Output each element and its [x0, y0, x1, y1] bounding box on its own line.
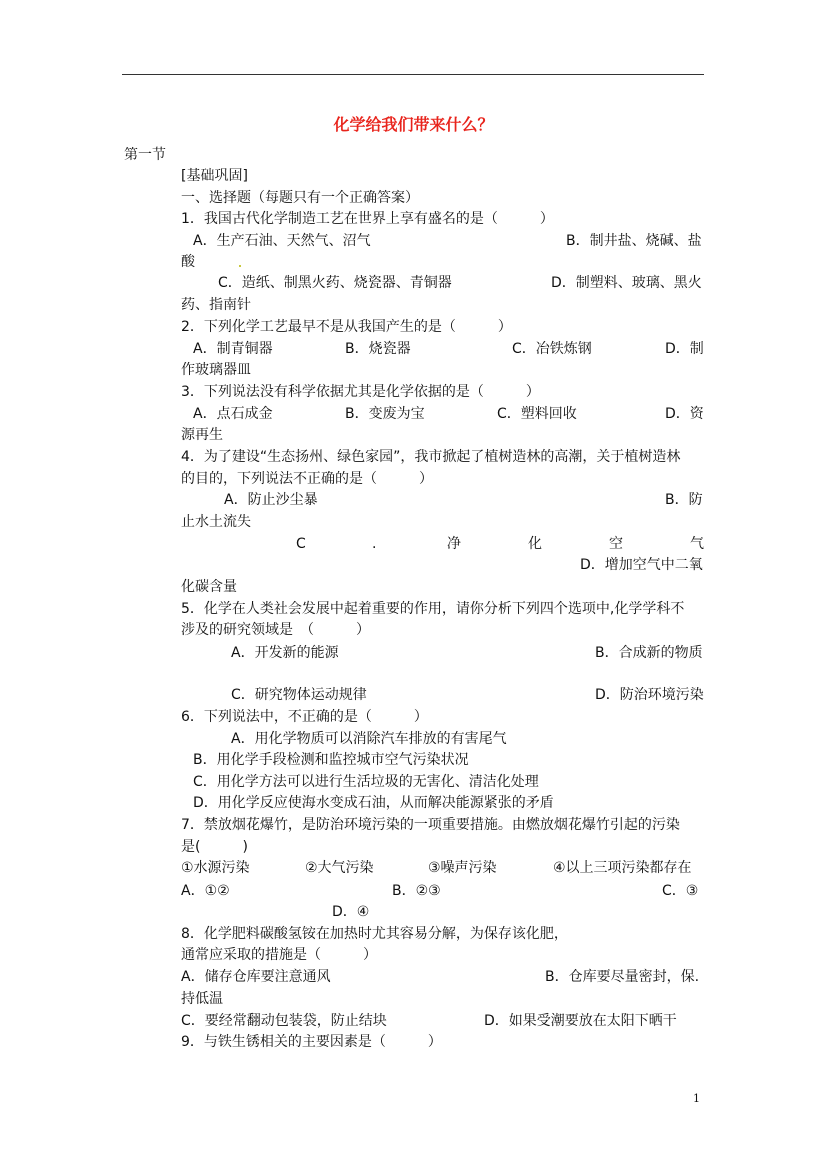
question-2-option-d-continued: 作玻璃器皿	[181, 362, 251, 378]
question-8-stem-line-1: 8．化学肥料碳酸氢铵在加热时尤其容易分解，为保存该化肥，	[181, 926, 568, 942]
section-label: 第一节	[124, 147, 166, 163]
question-4-option-d-continued: 化碳含量	[181, 579, 237, 595]
question-6-option-a: A．用化学物质可以消除汽车排放的有害尾气	[231, 731, 507, 747]
question-5-stem-line-2: 涉及的研究领域是 （ ）	[181, 622, 370, 638]
question-3-option-b: B．变废为宝	[345, 406, 425, 422]
question-8-option-d: D．如果受潮要放在太阳下晒干	[484, 1013, 677, 1029]
question-2-stem: 2．下列化学工艺最早不是从我国产生的是（ ）	[181, 319, 512, 335]
question-5-option-b: B．合成新的物质	[595, 645, 703, 661]
question-6-option-c: C．用化学方法可以进行生活垃圾的无害化、清洁化处理	[193, 774, 539, 790]
question-7-item-4: ④以上三项污染都存在	[553, 860, 692, 876]
question-4-option-b-continued: 止水土流失	[181, 514, 251, 530]
page-title: 化学给我们带来什么？	[333, 115, 494, 134]
question-4-option-c-char: 空	[609, 536, 623, 552]
question-6-stem: 6．下列说法中，不正确的是（ ）	[181, 709, 428, 725]
header-rule	[122, 74, 704, 75]
question-7-stem-line-1: 7．禁放烟花爆竹，是防治环境污染的一项重要措施。由燃放烟花爆竹引起的污染	[181, 817, 680, 833]
question-7-item-1: ①水源污染	[181, 860, 250, 876]
question-8-option-c: C．要经常翻动包装袋，防止结块	[181, 1013, 387, 1029]
question-2-option-a: A．制青铜器	[193, 341, 273, 357]
question-2-option-c: C．冶铁炼钢	[512, 341, 592, 357]
question-3-option-d: D．资	[665, 406, 704, 422]
question-4-option-c-char: 化	[528, 536, 542, 552]
question-3-option-d-continued: 源再生	[181, 427, 223, 443]
question-4-option-c-char: 气	[690, 536, 704, 552]
question-4-option-c-char: .	[372, 536, 377, 552]
question-1-stem: 1．我国古代化学制造工艺在世界上享有盛名的是（ ）	[181, 211, 554, 227]
question-3-option-a: A．点石成金	[193, 406, 273, 422]
question-7-item-3: ③噪声污染	[428, 860, 497, 876]
stray-mark	[239, 265, 241, 267]
question-4-option-b: B．防	[665, 492, 703, 508]
question-7-option-c: C．③	[662, 883, 699, 899]
question-7-option-a: A．①②	[181, 883, 230, 899]
question-4-stem-line-2: 的目的，下列说法不正确的是（ ）	[181, 471, 433, 487]
question-3-option-c: C．塑料回收	[497, 406, 577, 422]
question-8-stem-line-2: 通常应采取的措施是（ ）	[181, 947, 377, 963]
question-9-stem: 9．与铁生锈相关的主要因素是（ ）	[181, 1034, 442, 1050]
question-7-stem-line-2: 是( )	[181, 839, 248, 855]
subsection-label: [基础巩固]	[181, 168, 248, 184]
question-4-stem-line-1: 4．为了建设“生态扬州、绿色家园”，我市掀起了植树造林的高潮，关于植树造林	[181, 449, 681, 465]
question-4-option-c-char: C	[296, 536, 306, 552]
question-5-option-c: C．研究物体运动规律	[231, 687, 367, 703]
question-1-option-a: A．生产石油、天然气、沼气	[193, 233, 371, 249]
question-6-option-b: B．用化学手段检测和监控城市空气污染状况	[193, 752, 469, 768]
question-5-option-d: D．防治环境污染	[595, 687, 704, 703]
question-1-option-b-continued: 酸	[181, 254, 195, 270]
question-4-option-c-char: 净	[447, 536, 461, 552]
question-4-option-a: A．防止沙尘暴	[224, 492, 318, 508]
question-1-option-d: D．制塑料、玻璃、黑火	[551, 275, 702, 291]
question-7-option-d: D．④	[332, 904, 370, 920]
question-7-item-2: ②大气污染	[305, 860, 374, 876]
part-heading: 一、选择题（每题只有一个正确答案）	[181, 190, 419, 206]
question-2-option-b: B．烧瓷器	[345, 341, 411, 357]
question-1-option-b: B．制井盐、烧碱、盐	[566, 233, 702, 249]
question-5-option-a: A．开发新的能源	[231, 645, 339, 661]
question-8-option-a: A．储存仓库要注意通风	[181, 969, 331, 985]
question-5-stem-line-1: 5．化学在人类社会发展中起着重要的作用，请你分析下列四个选项中,化学学科不	[181, 601, 685, 617]
question-8-option-b: B．仓库要尽量密封，保.	[545, 969, 700, 985]
question-4-option-d: D．增加空气中二氧	[580, 557, 703, 573]
question-1-option-c: C．造纸、制黑火药、烧瓷器、青铜器	[218, 275, 452, 291]
question-8-option-b-continued: 持低温	[181, 991, 223, 1007]
question-6-option-d: D．用化学反应使海水变成石油，从而解决能源紧张的矛盾	[193, 795, 554, 811]
page-number: 1	[693, 1092, 700, 1105]
question-1-option-d-continued: 药、指南针	[181, 297, 251, 313]
question-7-option-b: B．②③	[392, 883, 441, 899]
question-2-option-d: D．制	[665, 341, 704, 357]
question-3-stem: 3．下列说法没有科学依据尤其是化学依据的是（ ）	[181, 384, 540, 400]
